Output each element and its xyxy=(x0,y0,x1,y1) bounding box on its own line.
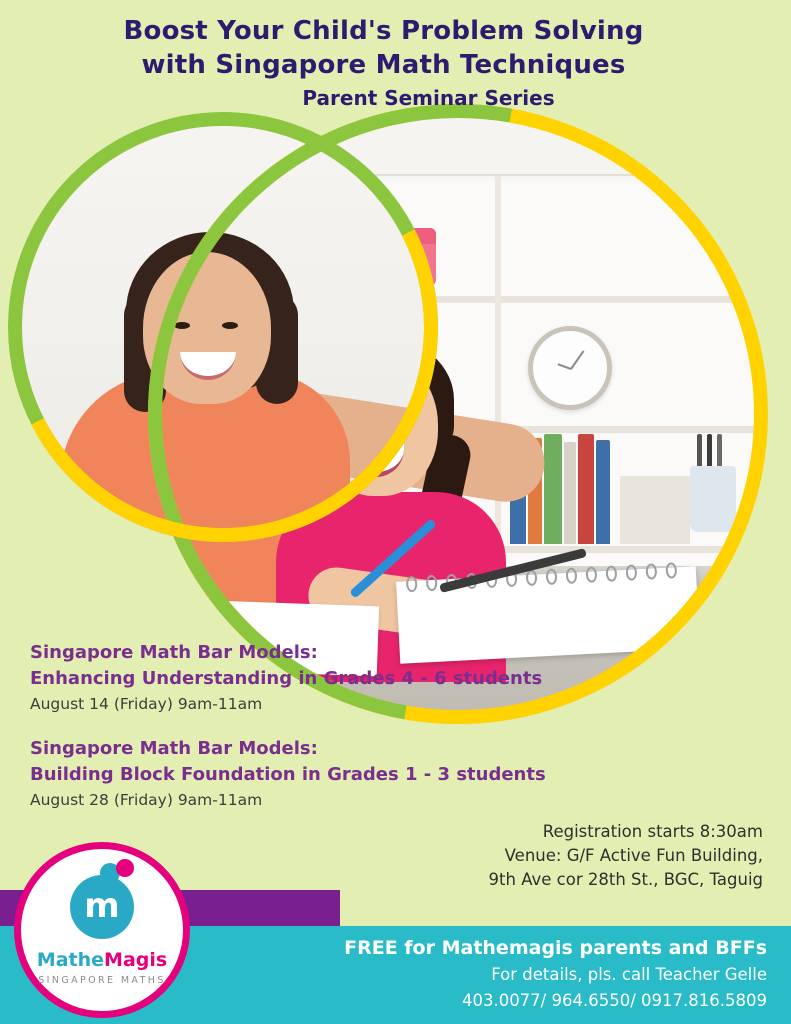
footer-line-1: FREE for Mathemagis parents and BFFs xyxy=(344,937,767,959)
session-subtitle: Building Block Foundation in Grades 1 - 3 students xyxy=(30,764,546,785)
session-date: August 14 (Friday) 9am-11am xyxy=(30,695,263,713)
session-item xyxy=(30,640,630,716)
footer-line-2: For details, pls. call Teacher Gelle xyxy=(491,965,767,984)
registration-time: Registration starts 8:30am xyxy=(542,822,763,841)
logo-name xyxy=(21,949,183,971)
session-date: August 28 (Friday) 9am-11am xyxy=(30,791,263,809)
session-title: Singapore Math Bar Models: xyxy=(30,738,318,759)
footer-text xyxy=(207,934,767,1014)
session-subtitle: Enhancing Understanding in Grades 4 - 6 students xyxy=(30,668,543,689)
footer-phone-numbers: 403.0077/ 964.6550/ 0917.816.5809 xyxy=(461,991,767,1010)
poster-header xyxy=(0,14,791,114)
logo-name-part2: Magis xyxy=(104,949,168,971)
event-details xyxy=(489,820,763,892)
session-list xyxy=(30,640,630,832)
session-title: Singapore Math Bar Models: xyxy=(30,642,318,663)
logo-figure-pink-icon xyxy=(116,859,134,877)
header-line-1: Boost Your Child's Problem Solving xyxy=(123,16,644,46)
logo-name-part1: Mathe xyxy=(36,949,105,971)
logo-tagline: SINGAPORE MATHS xyxy=(38,975,166,986)
logo-letter: m xyxy=(84,886,120,926)
header-line-2: with Singapore Math Techniques xyxy=(141,50,626,80)
header-subtitle: Parent Seminar Series xyxy=(302,86,555,110)
session-item xyxy=(30,736,630,812)
mathemagis-logo xyxy=(14,842,190,1018)
venue-line-1: Venue: G/F Active Fun Building, xyxy=(504,846,763,865)
logo-circle-mark xyxy=(70,875,134,939)
venue-line-2: 9th Ave cor 28th St., BGC, Taguig xyxy=(488,870,763,889)
photo-zone xyxy=(0,96,791,656)
